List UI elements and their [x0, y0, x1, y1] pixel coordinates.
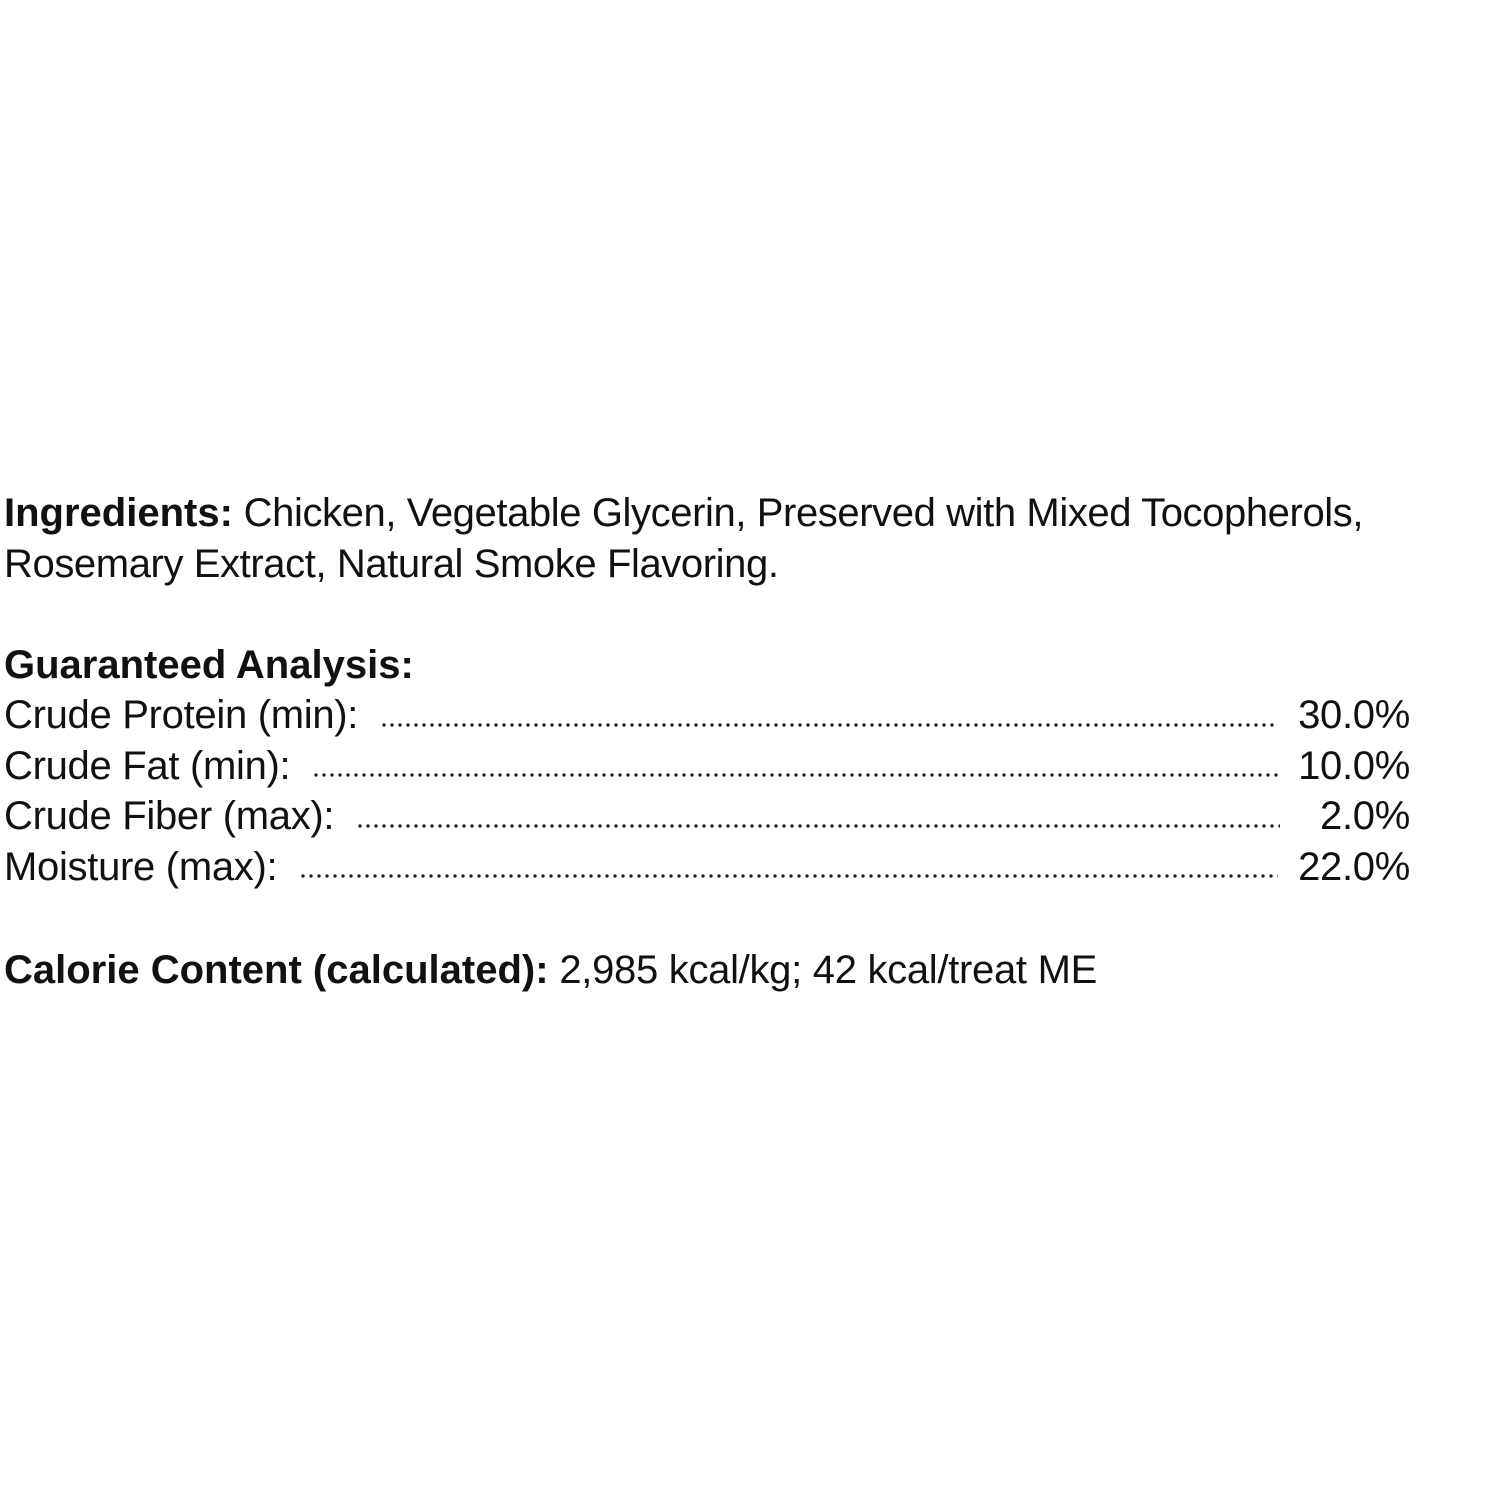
- analysis-row-value: 22.0%: [1298, 844, 1410, 889]
- analysis-row-crude-protein: [4, 690, 1410, 741]
- calorie-content-label: Calorie Content (calculated):: [4, 948, 549, 992]
- guaranteed-analysis: [0, 640, 1410, 892]
- calorie-content-text: 2,985 kcal/kg; 42 kcal/treat ME: [548, 948, 1097, 992]
- dot-leader: [312, 772, 1278, 778]
- analysis-row-value: 2.0%: [1320, 794, 1410, 838]
- ingredients-text: Chicken, Vegetable Glycerin, Preserved with Mixed Tocopherols, Rosemary Extract, Natural Smoke Flavoring.: [4, 491, 1364, 586]
- analysis-row-crude-fiber: [4, 791, 1410, 842]
- calorie-content-statement: [0, 945, 1500, 995]
- ingredients-label: Ingredients:: [4, 491, 233, 535]
- analysis-row-name: Crude Protein (min):: [4, 693, 359, 737]
- dot-leader: [299, 873, 1278, 879]
- analysis-row-name: Moisture (max):: [4, 844, 278, 889]
- analysis-row-value: 30.0%: [1298, 693, 1410, 737]
- ingredients-statement: [0, 488, 1500, 590]
- dot-leader: [356, 823, 1280, 829]
- analysis-row-crude-fat: [4, 741, 1410, 792]
- analysis-row-value: 10.0%: [1298, 743, 1410, 788]
- dot-leader: [380, 722, 1278, 728]
- analysis-row-name: Crude Fat (min):: [4, 743, 291, 788]
- analysis-row-moisture: [4, 842, 1410, 893]
- analysis-row-name: Crude Fiber (max):: [4, 794, 335, 838]
- nutrition-label: [0, 488, 1500, 1035]
- guaranteed-analysis-title: Guaranteed Analysis:: [4, 643, 414, 687]
